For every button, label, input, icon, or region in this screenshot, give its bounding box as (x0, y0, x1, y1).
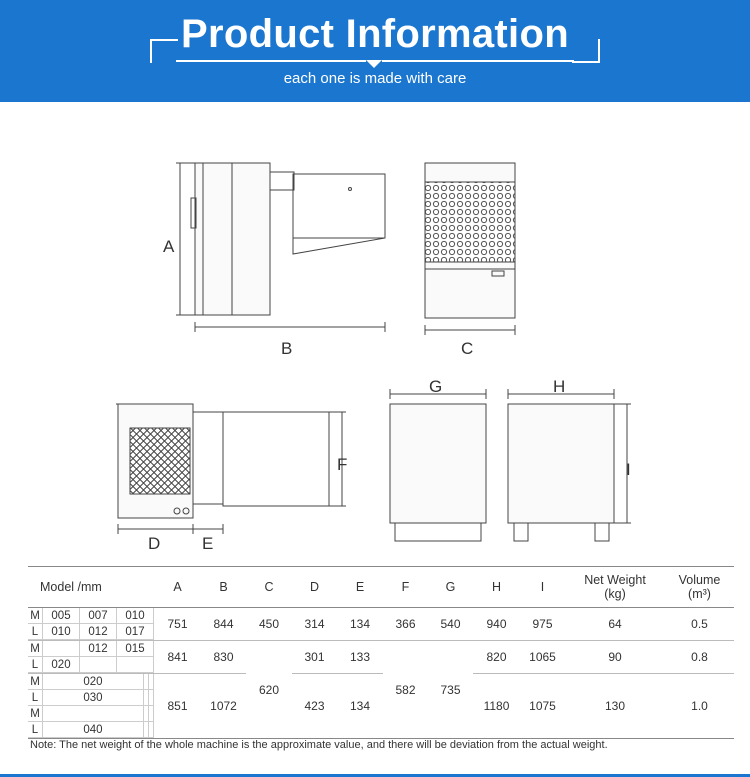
cell-d: 314 (304, 617, 325, 631)
table-row (28, 674, 734, 707)
volume-label: Volume (678, 573, 721, 587)
label-f: F (337, 455, 348, 474)
side-view (176, 163, 385, 332)
model-cell-value: 005 (43, 608, 80, 624)
side-view-g (390, 389, 486, 541)
model-cell-value: 010 (117, 608, 154, 624)
header-volume (665, 567, 734, 608)
cell-f: 366 (395, 617, 416, 631)
footnote: Note: The net weight of the whole machine is the approximate value, and there will be deviation from the actual weight. (30, 739, 608, 751)
cell-h: 820 (473, 641, 520, 674)
cell-volume: 0.8 (665, 641, 734, 674)
cell-e: 134 (349, 617, 371, 631)
model-cell-value (117, 657, 154, 673)
header-net-weight (565, 567, 665, 608)
header-c: C (246, 567, 292, 608)
cell-e: 133 (337, 641, 383, 674)
model-m-label: M (28, 608, 43, 624)
model-cell (28, 641, 154, 674)
model-cell-value: 015 (117, 641, 154, 657)
header-b: B (201, 567, 246, 608)
model-cell-value: 040 (43, 722, 144, 738)
cell-g: 540 (440, 617, 461, 631)
model-cell-value (148, 690, 153, 706)
model-cell-value (148, 706, 153, 722)
banner-title: Product Information (181, 12, 569, 56)
model-l-label: L (28, 722, 43, 738)
cell-c-shared: 620 (246, 641, 292, 739)
model-cell-value (43, 706, 144, 722)
cell-a: 751 (167, 617, 188, 631)
model-cell-value: 012 (80, 624, 117, 640)
header-h: H (473, 567, 520, 608)
cell-a: 841 (154, 641, 201, 674)
model-m-label: M (28, 706, 43, 722)
label-g: G (429, 377, 443, 396)
label-e: E (202, 534, 214, 553)
cell-d: 423 (292, 674, 337, 739)
table-row (28, 608, 734, 641)
volume-unit: (m³) (688, 587, 711, 601)
cell-h: 1180 (473, 674, 520, 739)
header-f: F (383, 567, 428, 608)
cell-i: 1065 (520, 641, 565, 674)
model-m-label: M (28, 641, 43, 657)
banner-subtitle: each one is made with care (283, 70, 467, 87)
model-cell-value (148, 722, 153, 738)
model-l-label: L (28, 690, 43, 706)
cell-b: 1072 (201, 674, 246, 739)
cell-d: 301 (292, 641, 337, 674)
label-b: B (281, 339, 293, 358)
model-l-label: L (28, 624, 43, 640)
header-g: G (428, 567, 473, 608)
label-h: H (553, 377, 566, 396)
cell-c: 450 (258, 617, 280, 631)
cell-i: 1075 (520, 674, 565, 739)
model-cell (28, 674, 154, 707)
header-i: I (520, 567, 565, 608)
model-m-label: M (28, 674, 43, 690)
cell-a: 851 (154, 674, 201, 739)
top-view (116, 404, 346, 534)
cell-e: 134 (337, 674, 383, 739)
header-model: Model /mm (28, 567, 154, 608)
model-cell-value (43, 641, 80, 657)
side-view-h (508, 389, 631, 541)
model-cell-value (80, 657, 117, 673)
header-d: D (292, 567, 337, 608)
label-a: A (163, 237, 175, 256)
cell-weight: 90 (565, 641, 665, 674)
table-header-row (28, 567, 734, 608)
model-cell-value (148, 674, 153, 690)
cell-weight: 130 (565, 674, 665, 739)
label-c: C (461, 339, 474, 358)
cell-g-shared: 735 (428, 641, 473, 739)
model-cell-value: 012 (80, 641, 117, 657)
model-cell-value: 030 (43, 690, 144, 706)
net-weight-label: Net Weight (584, 573, 646, 587)
label-d: D (148, 534, 161, 553)
cell-volume: 1.0 (665, 674, 734, 739)
header-a: A (154, 567, 201, 608)
front-view (425, 163, 515, 335)
label-i: I (626, 460, 631, 479)
spec-table (28, 566, 734, 739)
header-e: E (337, 567, 383, 608)
model-l-label: L (28, 657, 43, 673)
cell-h: 940 (486, 617, 507, 631)
net-weight-unit: (kg) (604, 587, 626, 601)
cell-weight: 64 (608, 617, 622, 631)
cell-b: 830 (201, 641, 246, 674)
cell-b: 844 (213, 617, 234, 631)
model-cell-value: 010 (43, 624, 80, 640)
model-cell-value: 020 (43, 674, 144, 690)
model-cell-value: 007 (80, 608, 117, 624)
cell-volume: 0.5 (691, 617, 708, 631)
cell-f-shared: 582 (383, 641, 428, 739)
model-cell (28, 706, 154, 739)
table-row (28, 641, 734, 674)
cell-i: 975 (532, 617, 553, 631)
model-cell (28, 608, 154, 641)
model-cell-value: 017 (117, 624, 154, 640)
model-cell-value: 020 (43, 657, 80, 673)
